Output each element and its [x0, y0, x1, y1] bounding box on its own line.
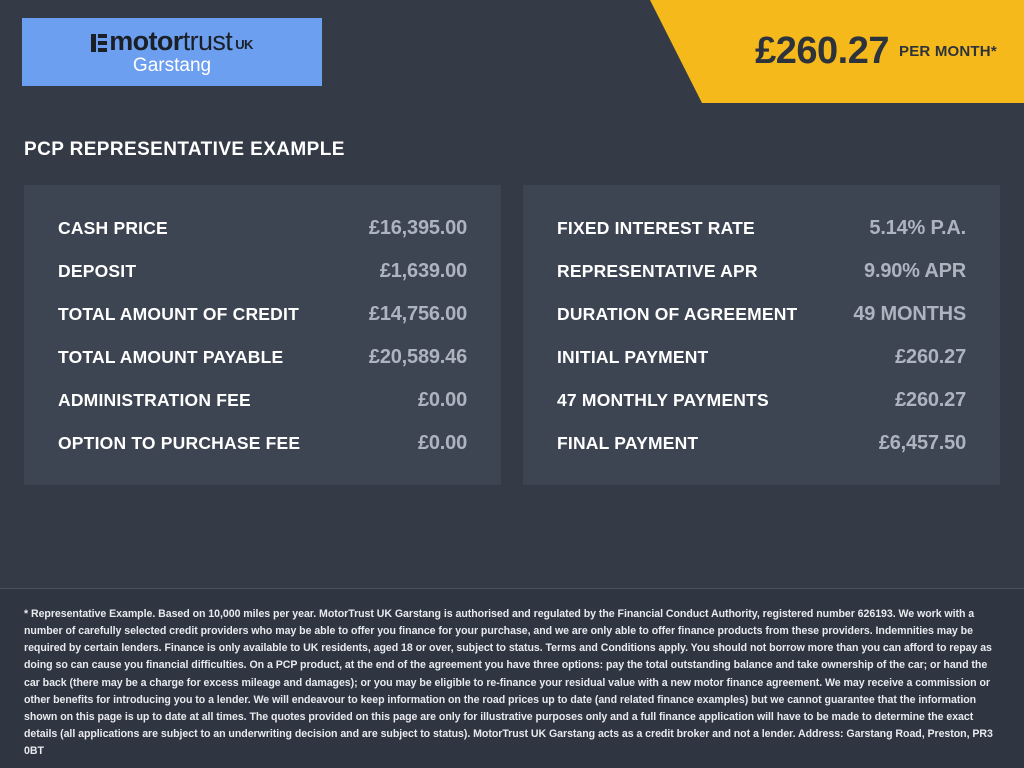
- disclaimer-text: * Representative Example. Based on 10,000 miles per year. MotorTrust UK Garstang is authorised and regulated by the Financial Conduct Authority, registered number 626193. We work with a number of carefully selected credit providers who may be able to offer you finance for your purchase, and we are only able to offer finance products from these providers. Indemnities may be required by certain lenders. Finance is only available to UK residents, aged 18 or over, subject to status. Terms and Conditions apply. You should not borrow more than you can afford to repay as doing so can cause you financial difficulties. On a PCP product, at the end of the agreement you have three options: pay the total outstanding balance and take ownership of the car; or hand the car back (there may be a charge for excess mileage and damages); or you may be eligible to re-finance your residual value with a new motor finance agreement. We may receive a commission or other benefits for introducing you to a lender. We will endeavour to keep information on the road prices up to date (and related finance examples) but we cannot guarantee that the information shown on this page is up to date at all times. The quotes provided on this page are only for illustrative purposes only and a full finance application will have to be made to determine the exact details (all applications are subject to an underwriting decision and are subject to status). MotorTrust UK Garstang acts as a credit broker and not a lender. Address: Garstang Road, Preston, PR3 0BT: [24, 608, 993, 758]
- row-label: REPRESENTATIVE APR: [557, 261, 758, 281]
- row-label: CASH PRICE: [58, 218, 168, 238]
- logo-wordmark: [91, 25, 253, 56]
- row-value: £0.00: [417, 432, 467, 454]
- table-row: [46, 336, 479, 379]
- row-label: ADMINISTRATION FEE: [58, 390, 251, 410]
- table-row: [545, 293, 978, 336]
- row-value: £1,639.00: [379, 260, 467, 282]
- monthly-price-banner: [702, 0, 1024, 103]
- monthly-price-period: PER MONTH*: [899, 43, 997, 60]
- dealer-logo[interactable]: [22, 18, 322, 86]
- page-title: PCP REPRESENTATIVE EXAMPLE: [24, 139, 345, 160]
- row-value: 49 MONTHS: [853, 303, 966, 325]
- table-row: [46, 379, 479, 422]
- row-value: £0.00: [417, 389, 467, 411]
- table-row: [545, 250, 978, 293]
- table-row: [46, 422, 479, 465]
- disclaimer-section: [0, 588, 1024, 768]
- row-label: INITIAL PAYMENT: [557, 347, 709, 367]
- row-value: £14,756.00: [368, 303, 467, 325]
- table-row: [545, 422, 978, 465]
- motortrust-mark-icon: [91, 34, 107, 52]
- row-value: £260.27: [895, 389, 966, 411]
- row-value: 5.14% P.A.: [869, 217, 966, 239]
- row-value: 9.90% APR: [864, 260, 966, 282]
- panel-right: [523, 185, 1000, 485]
- monthly-price-amount: £260.27: [755, 30, 890, 72]
- row-label: FIXED INTEREST RATE: [557, 218, 755, 238]
- row-label: OPTION TO PURCHASE FEE: [58, 433, 301, 453]
- table-row: [46, 207, 479, 250]
- logo-name-trust: trust: [182, 25, 233, 56]
- row-value: £16,395.00: [368, 217, 467, 239]
- row-label: TOTAL AMOUNT PAYABLE: [58, 347, 284, 367]
- row-value: £20,589.46: [368, 346, 467, 368]
- row-value: £260.27: [895, 346, 966, 368]
- row-label: DURATION OF AGREEMENT: [557, 304, 798, 324]
- logo-superscript-uk: UK: [235, 36, 253, 52]
- finance-details-panels: [0, 161, 1024, 485]
- row-label: DEPOSIT: [58, 261, 137, 281]
- panel-left: [24, 185, 501, 485]
- row-label: FINAL PAYMENT: [557, 433, 699, 453]
- table-row: [545, 207, 978, 250]
- logo-branch-label: Garstang: [132, 54, 212, 76]
- row-value: £6,457.50: [878, 432, 966, 454]
- logo-name-main: motor: [109, 25, 183, 56]
- table-row: [46, 293, 479, 336]
- table-row: [545, 336, 978, 379]
- table-row: [545, 379, 978, 422]
- row-label: TOTAL AMOUNT OF CREDIT: [58, 304, 299, 324]
- page-header: [0, 0, 1024, 103]
- table-row: [46, 250, 479, 293]
- row-label: 47 MONTHLY PAYMENTS: [557, 390, 769, 410]
